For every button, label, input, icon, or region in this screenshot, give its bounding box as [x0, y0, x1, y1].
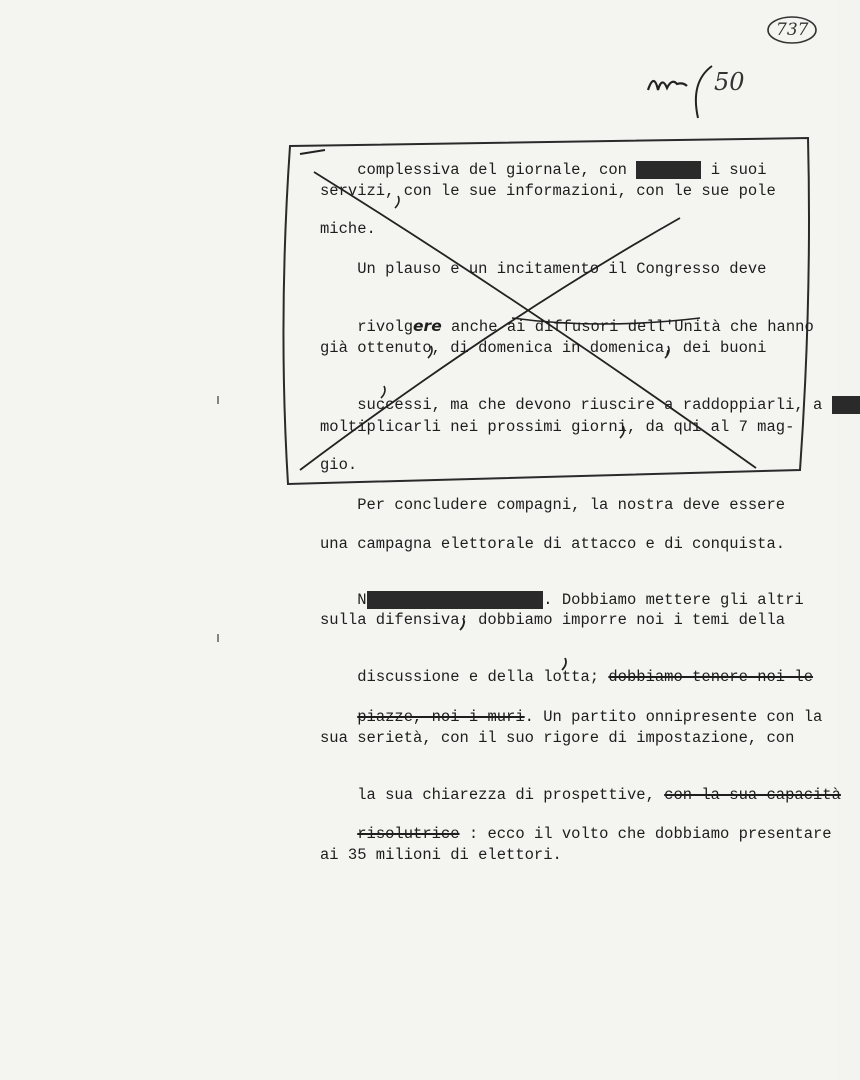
margin-note: 50 — [714, 68, 745, 96]
boxed-line-6: già ottenuto, di domenica in domenica, dei buoni — [320, 339, 767, 357]
boxed-line-1: complessiva del giornale, con lexxoxo i suoi — [357, 161, 767, 179]
boxed-line-7: successi, ma che devono riuscire a raddoppiarli, a mol — [357, 396, 860, 414]
main-line-4: sulla difensiva; dobbiamo imporre noi i temi della — [320, 611, 786, 629]
margin-bracket-icon — [696, 66, 712, 118]
main-line-3: Nei giorni di piazza. Dobbiamo mettere gli altri — [357, 591, 804, 609]
main-line-5: discussione e della lotta; dobbiamo tenere noi le — [357, 668, 814, 686]
main-line-8: la sua chiarezza di prospettive, con la sua capacità — [357, 786, 841, 804]
main-line-9: risolutrice : ecco il volto che dobbiamo presentare — [357, 825, 832, 843]
boxed-line-3: miche. — [320, 220, 376, 238]
main-line-1: Per concludere compagni, la nostra deve essere — [320, 496, 786, 514]
boxed-line-8: moltiplicarli nei prossimi giorni, da qui al 7 mag- — [320, 418, 795, 436]
main-line-7: sua serietà, con il suo rigore di impostazione, con — [320, 729, 795, 747]
margin-scribble — [648, 81, 687, 90]
main-line-6: piazze, noi i muri. Un partito onnipresente con la — [357, 708, 823, 726]
boxed-line-5: rivolgere anche ai diffusori dell'Unità che hanno — [357, 317, 814, 336]
boxed-line-4: Un plauso e un incitamento il Congresso deve — [320, 260, 767, 278]
page-number: 737 — [776, 20, 809, 40]
main-line-2: una campagna elettorale di attacco e di conquista. — [320, 535, 786, 553]
main-line-10: ai 35 milioni di elettori. — [320, 846, 562, 864]
boxed-line-9: gio. — [320, 456, 358, 474]
boxed-line-2: servizi, con le sue informazioni, con le sue pole — [320, 182, 776, 200]
